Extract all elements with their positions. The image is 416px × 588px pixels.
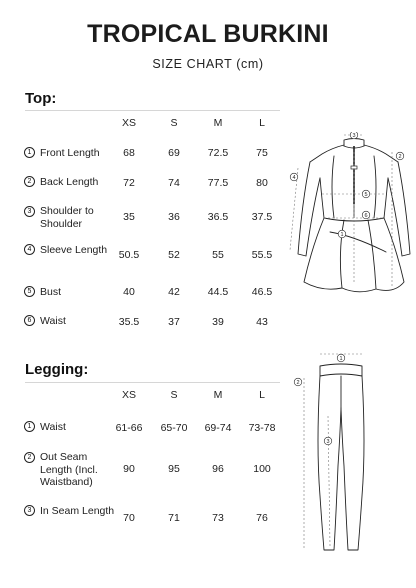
- top-cell: 35.5: [118, 316, 140, 328]
- legging-cell: 73-78: [248, 422, 276, 434]
- legging-divider: [25, 382, 280, 383]
- top-row-label-shoulder: Shoulder to Shoulder: [40, 205, 94, 230]
- legging-cell: 69-74: [204, 422, 232, 434]
- top-cell: 39: [212, 316, 224, 328]
- legging-cell: 73: [212, 512, 224, 524]
- top-cell: 35: [123, 211, 135, 223]
- top-cell: 77.5: [207, 177, 229, 189]
- svg-text:1: 1: [340, 232, 344, 238]
- svg-text:4: 4: [292, 175, 296, 181]
- legging-size-m: M: [213, 389, 223, 401]
- legging-marker-1: [337, 354, 345, 362]
- page-title: TROPICAL BURKINI: [87, 20, 329, 48]
- legging-size-s: S: [170, 389, 178, 401]
- diagram-marker-6: [362, 211, 370, 219]
- legging-cell: 65-70: [160, 422, 188, 434]
- legging-size-xs: XS: [121, 389, 136, 401]
- burkini-top-illustration: [282, 132, 412, 302]
- svg-text:5: 5: [364, 192, 368, 198]
- top-row-label-waist: Waist: [40, 315, 66, 327]
- svg-text:3: 3: [326, 439, 330, 445]
- top-row-label-back-length: Back Length: [40, 176, 99, 188]
- svg-text:1: 1: [339, 356, 343, 362]
- legging-illustration: [290, 346, 380, 556]
- top-size-l: L: [259, 117, 265, 129]
- top-cell: 55.5: [251, 249, 273, 261]
- legging-cell: 70: [123, 512, 135, 524]
- legging-cell: 100: [253, 463, 271, 475]
- top-cell: 80: [256, 177, 268, 189]
- top-row-label-front-length: Front Length: [40, 147, 100, 159]
- top-cell: 40: [123, 286, 135, 298]
- top-cell: 74: [168, 177, 180, 189]
- svg-text:6: 6: [364, 213, 368, 219]
- diagram-marker-5: [362, 190, 370, 198]
- top-row-number: 2: [24, 176, 35, 187]
- svg-text:2: 2: [398, 154, 402, 160]
- legging-cell: 76: [256, 512, 268, 524]
- top-row-number: 3: [24, 206, 35, 217]
- top-cell: 36.5: [207, 211, 229, 223]
- top-divider: [25, 110, 280, 111]
- top-cell: 68: [123, 147, 135, 159]
- diagram-marker-3: [350, 132, 358, 139]
- top-cell: 37: [168, 316, 180, 328]
- top-cell: 50.5: [118, 249, 140, 261]
- top-cell: 72: [123, 177, 135, 189]
- legging-row-label-in-seam: In Seam Length: [40, 505, 115, 517]
- legging-marker-3: [324, 437, 332, 445]
- top-row-number: 6: [24, 315, 35, 326]
- top-cell: 42: [168, 286, 180, 298]
- top-cell: 69: [168, 147, 180, 159]
- legging-cell: 90: [123, 463, 135, 475]
- top-cell: 36: [168, 211, 180, 223]
- legging-row-number: 2: [24, 452, 35, 463]
- page-subtitle: SIZE CHART (cm): [152, 57, 264, 71]
- diagram-marker-4: [290, 173, 298, 181]
- top-size-s: S: [170, 117, 178, 129]
- svg-text:3: 3: [352, 133, 356, 139]
- legging-cell: 71: [168, 512, 180, 524]
- top-cell: 46.5: [251, 286, 273, 298]
- top-row-number: 5: [24, 286, 35, 297]
- legging-marker-2: [294, 378, 302, 386]
- top-cell: 52: [168, 249, 180, 261]
- legging-cell: 96: [212, 463, 224, 475]
- diagram-marker-1: [338, 230, 346, 238]
- top-row-label-sleeve-length: Sleeve Length: [40, 244, 108, 256]
- legging-row-number: 1: [24, 421, 35, 432]
- legging-cell: 61-66: [115, 422, 143, 434]
- svg-text:2: 2: [296, 380, 300, 386]
- legging-size-l: L: [259, 389, 265, 401]
- legging-row-label-waist: Waist: [40, 421, 66, 433]
- legging-row-number: 3: [24, 505, 35, 516]
- top-size-m: M: [213, 117, 223, 129]
- top-cell: 44.5: [207, 286, 229, 298]
- top-cell: 37.5: [251, 211, 273, 223]
- top-cell: 72.5: [207, 147, 229, 159]
- top-row-label-bust: Bust: [40, 286, 62, 298]
- top-row-number: 4: [24, 244, 35, 255]
- top-size-xs: XS: [121, 117, 136, 129]
- diagram-marker-2: [396, 152, 404, 160]
- top-cell: 75: [256, 147, 268, 159]
- top-row-number: 1: [24, 147, 35, 158]
- top-cell: 55: [212, 249, 224, 261]
- legging-row-label-out-seam: Out Seam Length (Incl. Waistband): [40, 451, 98, 488]
- top-cell: 43: [256, 316, 268, 328]
- legging-cell: 95: [168, 463, 180, 475]
- top-section-heading: Top:: [25, 90, 57, 107]
- legging-section-heading: Legging:: [25, 361, 89, 378]
